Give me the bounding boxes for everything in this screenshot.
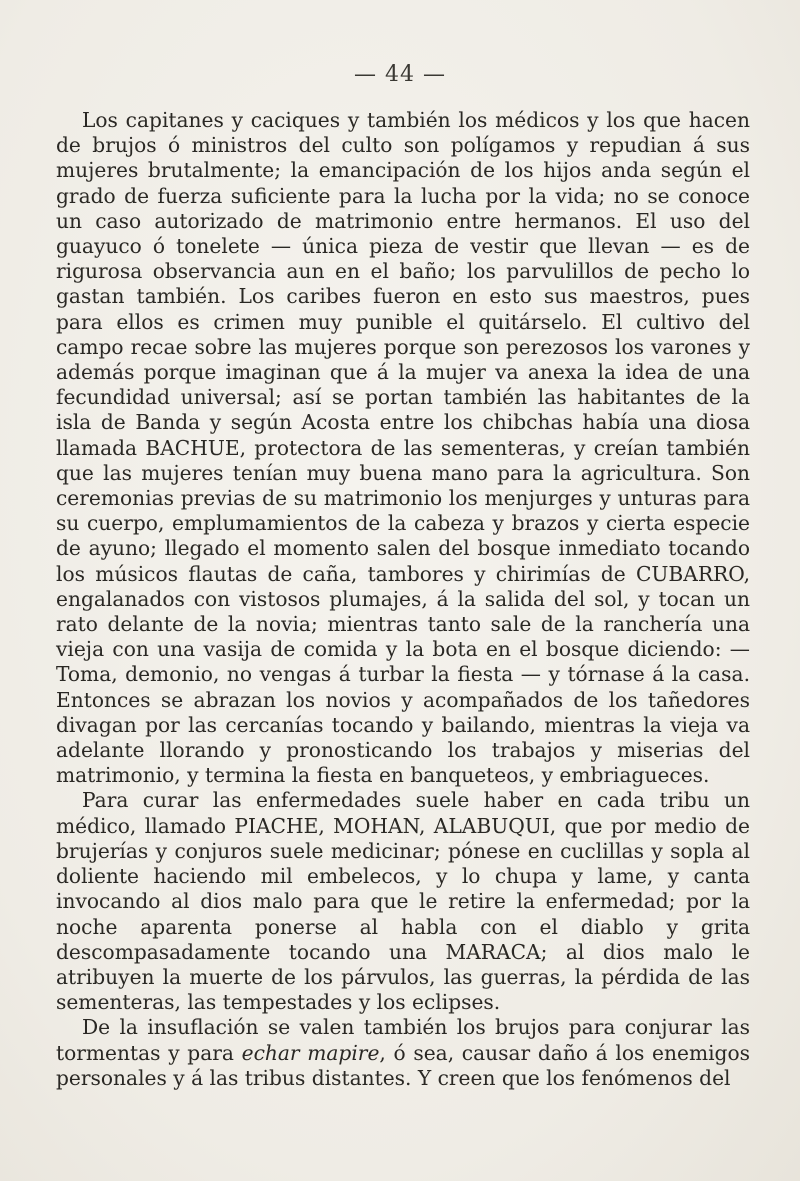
italic-term: echar mapire	[241, 1040, 380, 1065]
paragraph-2: Para curar las enfermedades suele haber en cada tribu un médico, llamado PIACHE, MOHAN, ALABUQUI, que por medio de brujerías y conjuros suele medicinar; pónese en cuclillas y sopla al doliente haciendo mil embelecos, y lo chupa y lame, y canta invocando al dios malo para que le retire la enfermedad; por la noche aparenta ponerse al habla con el diablo y grita descompasadamente tocando una MARACA; al dios malo le atribuyen la muerte de los párvulos, las guerras, la pérdida de las sementeras, las tempestades y los eclipses.	[56, 788, 750, 1015]
paragraph-3-end: , ó sea, causar daño á los enemigos personales y á las tribus distantes. Y creen que los fenómenos del	[56, 1040, 750, 1090]
paragraph-3	[56, 1015, 750, 1091]
body-text	[56, 108, 750, 1091]
paragraph-1: Los capitanes y caciques y también los médicos y los que hacen de brujos ó ministros del culto son polígamos y repudian á sus mujeres brutalmente; la emancipación de los hijos anda según el grado de fuerza suficiente para la lucha por la vida; no se conoce un caso autorizado de matrimonio entre hermanos. El uso del guayuco ó tonelete — única pieza de vestir que llevan — es de rigurosa observancia aun en el baño; los parvulillos de pecho lo gastan también. Los caribes fueron en esto sus maestros, pues para ellos es crimen muy punible el quitárselo. El cultivo del campo recae sobre las mujeres porque son perezosos los varones y además porque imaginan que á la mujer va anexa la idea de una fecundidad universal; así se portan también las habitantes de la isla de Banda y según Acosta entre los chibchas había una diosa llamada BACHUE, protectora de las sementeras, y creían también que las mujeres tenían muy buena mano para la agricultura. Son ceremonias previas de su matrimonio los menjurges y unturas para su cuerpo, emplumamientos de la cabeza y brazos y cierta especie de ayuno; llegado el momento salen del bosque inmediato tocando los músicos flautas de caña, tambores y chirimías de CUBARRO, engalanados con vistosos plumajes, á la salida del sol, y tocan un rato delante de la novia; mientras tanto sale de la ranchería una vieja con una vasija de comida y la bota en el bosque diciendo: — Toma, demonio, no vengas á turbar la fiesta — y tórnase á la casa. Entonces se abrazan los novios y acompañados de los tañedores divagan por las cercanías tocando y bailando, mientras la vieja va adelante llorando y pronosticando los trabajos y miserias del matrimonio, y termina la fiesta en banqueteos, y embriagueces.	[56, 108, 750, 788]
paragraph-3-start: De la insuflación se valen también los brujos para conjurar las tormentas y para	[56, 1015, 750, 1065]
page-number: — 44 —	[354, 62, 446, 87]
